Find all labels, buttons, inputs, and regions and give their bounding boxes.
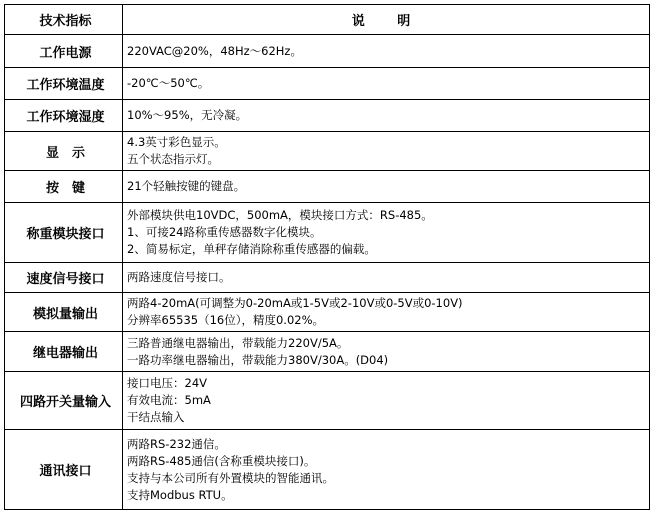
spec-desc: 接口电压：24V 有效电流：5mA 干结点输入 xyxy=(123,372,650,430)
table-row xyxy=(5,203,650,263)
spec-desc: 4.3英寸彩色显示。 五个状态指示灯。 xyxy=(123,132,650,171)
spec-name: 模拟量输出 xyxy=(5,293,123,332)
spec-name: 速度信号接口 xyxy=(5,263,123,293)
spec-desc: 两路4-20mA(可调整为0-20mA或1-5V或2-10V或0-5V或0-10V) 分辨率65535（16位），精度0.02%。 xyxy=(123,293,650,332)
spec-name: 四路开关量输入 xyxy=(5,372,123,430)
spec-table xyxy=(4,4,650,510)
table-row xyxy=(5,35,650,68)
table-row xyxy=(5,430,650,510)
table-row xyxy=(5,132,650,171)
table-row xyxy=(5,68,650,100)
spec-desc: 两路RS-232通信。 两路RS-485通信(含称重模块接口)。 支持与本公司所有外置模块的智能通讯。 支持Modbus RTU。 xyxy=(123,430,650,510)
spec-desc: 10%～95%，无冷凝。 xyxy=(123,100,650,132)
spec-name: 工作电源 xyxy=(5,35,123,68)
spec-name: 通讯接口 xyxy=(5,430,123,510)
spec-desc: 两路速度信号接口。 xyxy=(123,263,650,293)
table-row xyxy=(5,100,650,132)
spec-name: 工作环境湿度 xyxy=(5,100,123,132)
table-row xyxy=(5,263,650,293)
header-spec: 技术指标 xyxy=(5,5,123,35)
spec-name: 按 键 xyxy=(5,171,123,203)
spec-desc: 三路普通继电器输出，带载能力220V/5A。 一路功率继电器输出，带载能力380V/30A。(D04) xyxy=(123,332,650,372)
table-row xyxy=(5,332,650,372)
spec-name: 称重模块接口 xyxy=(5,203,123,263)
header-row xyxy=(5,5,650,35)
spec-name: 继电器输出 xyxy=(5,332,123,372)
table-row xyxy=(5,293,650,332)
spec-desc: 21个轻触按键的键盘。 xyxy=(123,171,650,203)
spec-name: 工作环境温度 xyxy=(5,68,123,100)
spec-desc: -20℃～50℃。 xyxy=(123,68,650,100)
header-description: 说 明 xyxy=(123,5,650,35)
spec-desc: 外部模块供电10VDC，500mA，模块接口方式：RS-485。 1、可接24路称重传感器数字化模块。 2、简易标定，单秤存储消除称重传感器的偏载。 xyxy=(123,203,650,263)
spec-name: 显 示 xyxy=(5,132,123,171)
table-row xyxy=(5,372,650,430)
spec-desc: 220VAC@20%，48Hz～62Hz。 xyxy=(123,35,650,68)
table-row xyxy=(5,171,650,203)
